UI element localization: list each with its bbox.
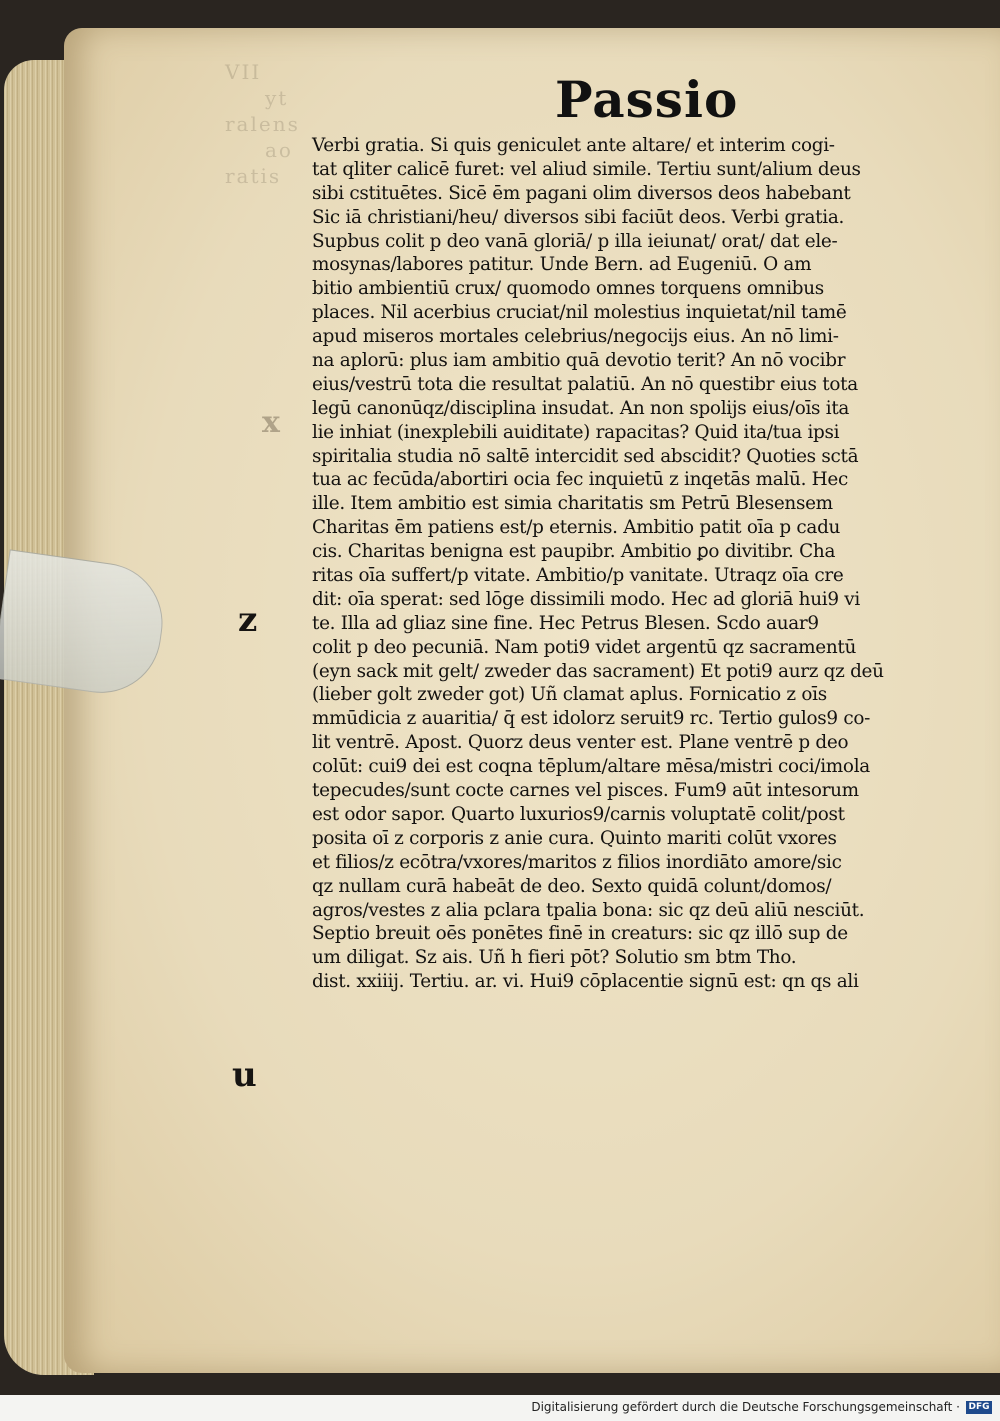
text-line: (lieber golt zweder got) Uñ clamat aplus. Fornicatio z oīs xyxy=(312,684,827,706)
text-line: lie inhiat (inexplebili auiditate) rapacitas? Quid ita/tua ipsi xyxy=(312,421,840,443)
text-line: na aplorū: plus iam ambitio quā devotio terit? An nō vocibr xyxy=(312,350,846,372)
text-line: sibi cstituētes. Sicē ēm pagani olim diversos deos habebant xyxy=(312,182,851,204)
text-line: Charitas ēm patiens est/p eternis. Ambitio patit oīa p cadu xyxy=(312,517,841,539)
text-line: agros/vestes z alia pclara tpalia bona: sic qz deū aliū nesciūt. xyxy=(312,899,865,921)
text-line: (eyn sack mit gelt/ zweder das sacrament) Et poti9 aurz qz deū xyxy=(312,660,884,682)
text-line: spiritalia studia nō saltē intercidit sed abscidit? Quoties sctā xyxy=(312,445,859,467)
text-line: apud miseros mortales celebrius/negocijs eius. An nō limi- xyxy=(312,326,839,348)
text-line: et filios/z ecōtra/vxores/maritos z filios inordiāto amore/sic xyxy=(312,851,842,873)
text-line: posita oī z corporis z anie cura. Quinto mariti colūt vxores xyxy=(312,827,837,849)
text-line: eius/vestrū tota die resultat palatiū. An nō questibr eius tota xyxy=(312,373,858,395)
text-line: Septio breuit oēs ponētes finē in creaturs: sic qz illō sup de xyxy=(312,923,848,945)
text-line: te. Illa ad gliaz sine fine. Hec Petrus Blesen. Scdo auar9 xyxy=(312,612,819,634)
body-text xyxy=(312,134,940,994)
text-line: places. Nil acerbius cruciat/nil molestius inquietat/nil tamē xyxy=(312,302,847,324)
text-line: mmūdicia z auaritia/ q̄ est idolorz seruit9 rc. Tertio gulos9 co- xyxy=(312,708,871,730)
footer-credit: Digitalisierung gefördert durch die Deutsche Forschungsgemeinschaft · xyxy=(531,1400,960,1414)
text-line: mosynas/labores patitur. Unde Bern. ad Eugeniū. O am xyxy=(312,254,812,276)
text-line: colit p deo pecuniā. Nam poti9 videt argentū qz sacramentū xyxy=(312,636,857,658)
text-line: dist. xxiiij. Tertiu. ar. vi. Hui9 cōplacentie signū est: qn qs ali xyxy=(312,971,859,993)
dfg-logo: DFG xyxy=(966,1401,992,1414)
text-line: Verbi gratia. Si quis geniculet ante altare/ et interim cogi- xyxy=(312,135,835,156)
text-line: ritas oīa suffert/p vitate. Ambitio/p vanitate. Utraqz oīa cre xyxy=(312,565,844,587)
text-line: lit ventrē. Apost. Quorz deus venter est. Plane ventrē p deo xyxy=(312,732,849,754)
text-line: Supbus colit p deo vanā gloriā/ p illa ieiunat/ orat/ dat ele- xyxy=(312,230,838,252)
text-line: legū canonūqz/disciplina insudat. An non spolijs eius/oīs ita xyxy=(312,397,850,419)
text-line: Sic iā christiani/heu/ diversos sibi faciūt deos. Verbi gratia. xyxy=(312,206,845,228)
text-line: tua ac fecūda/abortiri ocia fec inquietū z inqetās malū. Hec xyxy=(312,469,849,491)
text-line: tat qliter calicē furet: vel aliud simile. Tertiu sunt/alium deus xyxy=(312,158,861,180)
text-line: qz nullam curā habeāt de deo. Sexto quidā colunt/domos/ xyxy=(312,875,832,897)
text-line: est odor sapor. Quarto luxurios9/carnis voluptatē colit/post xyxy=(312,803,845,825)
text-line: tepecudes/sunt cocte carnes vel pisces. Fum9 aūt intesorum xyxy=(312,780,859,802)
text-line: ille. Item ambitio est simia charitatis sm Petrū Blesensem xyxy=(312,493,833,515)
text-line: bitio ambientiū crux/ quomodo omnes torquens omnibus xyxy=(312,278,824,300)
marginal-letter-ghost: x xyxy=(262,405,280,440)
text-line: colūt: cui9 dei est coqna tēplum/altare mēsa/mistri coci/imola xyxy=(312,756,870,778)
marginal-letter-z: z xyxy=(238,600,258,640)
text-line: dit: oīa sperat: sed lōge dissimili modo. Hec ad gloriā hui9 vi xyxy=(312,588,860,610)
running-head: Passio xyxy=(555,70,739,129)
text-line: um diligat. Sz ais. Uñ h fieri pōt? Solutio sm btm Tho. xyxy=(312,947,797,969)
marginal-letter-u: u xyxy=(232,1055,257,1095)
text-line: cis. Charitas benigna est paupibr. Ambitio ꝑo divitibr. Cha xyxy=(312,541,836,563)
